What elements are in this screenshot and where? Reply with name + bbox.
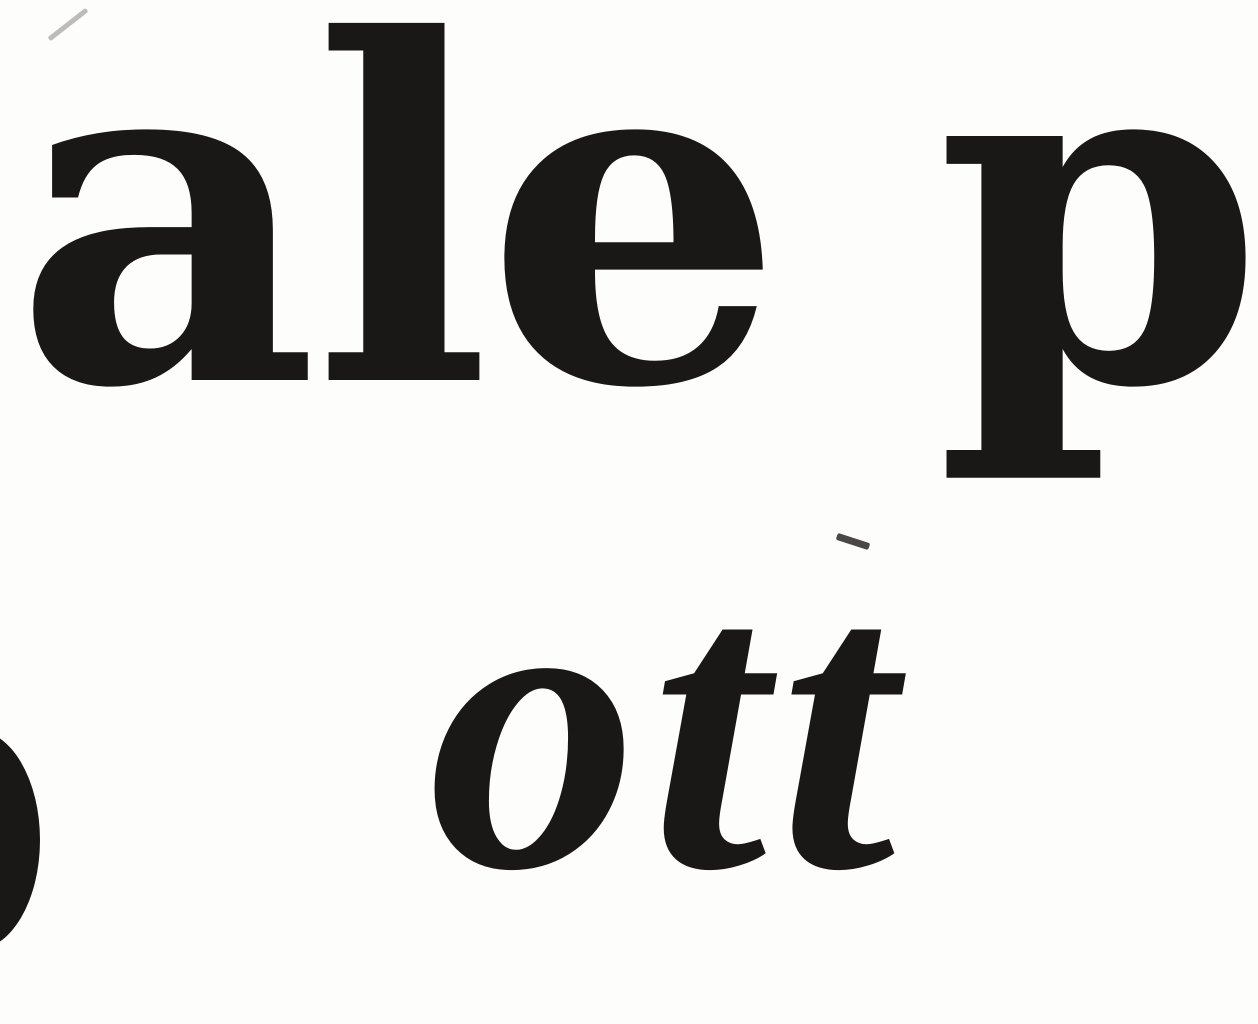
partial-glyph-mark [0,730,40,950]
text-line-lower: ott [428,492,908,957]
text-line-upper: ale p [14,0,1258,491]
